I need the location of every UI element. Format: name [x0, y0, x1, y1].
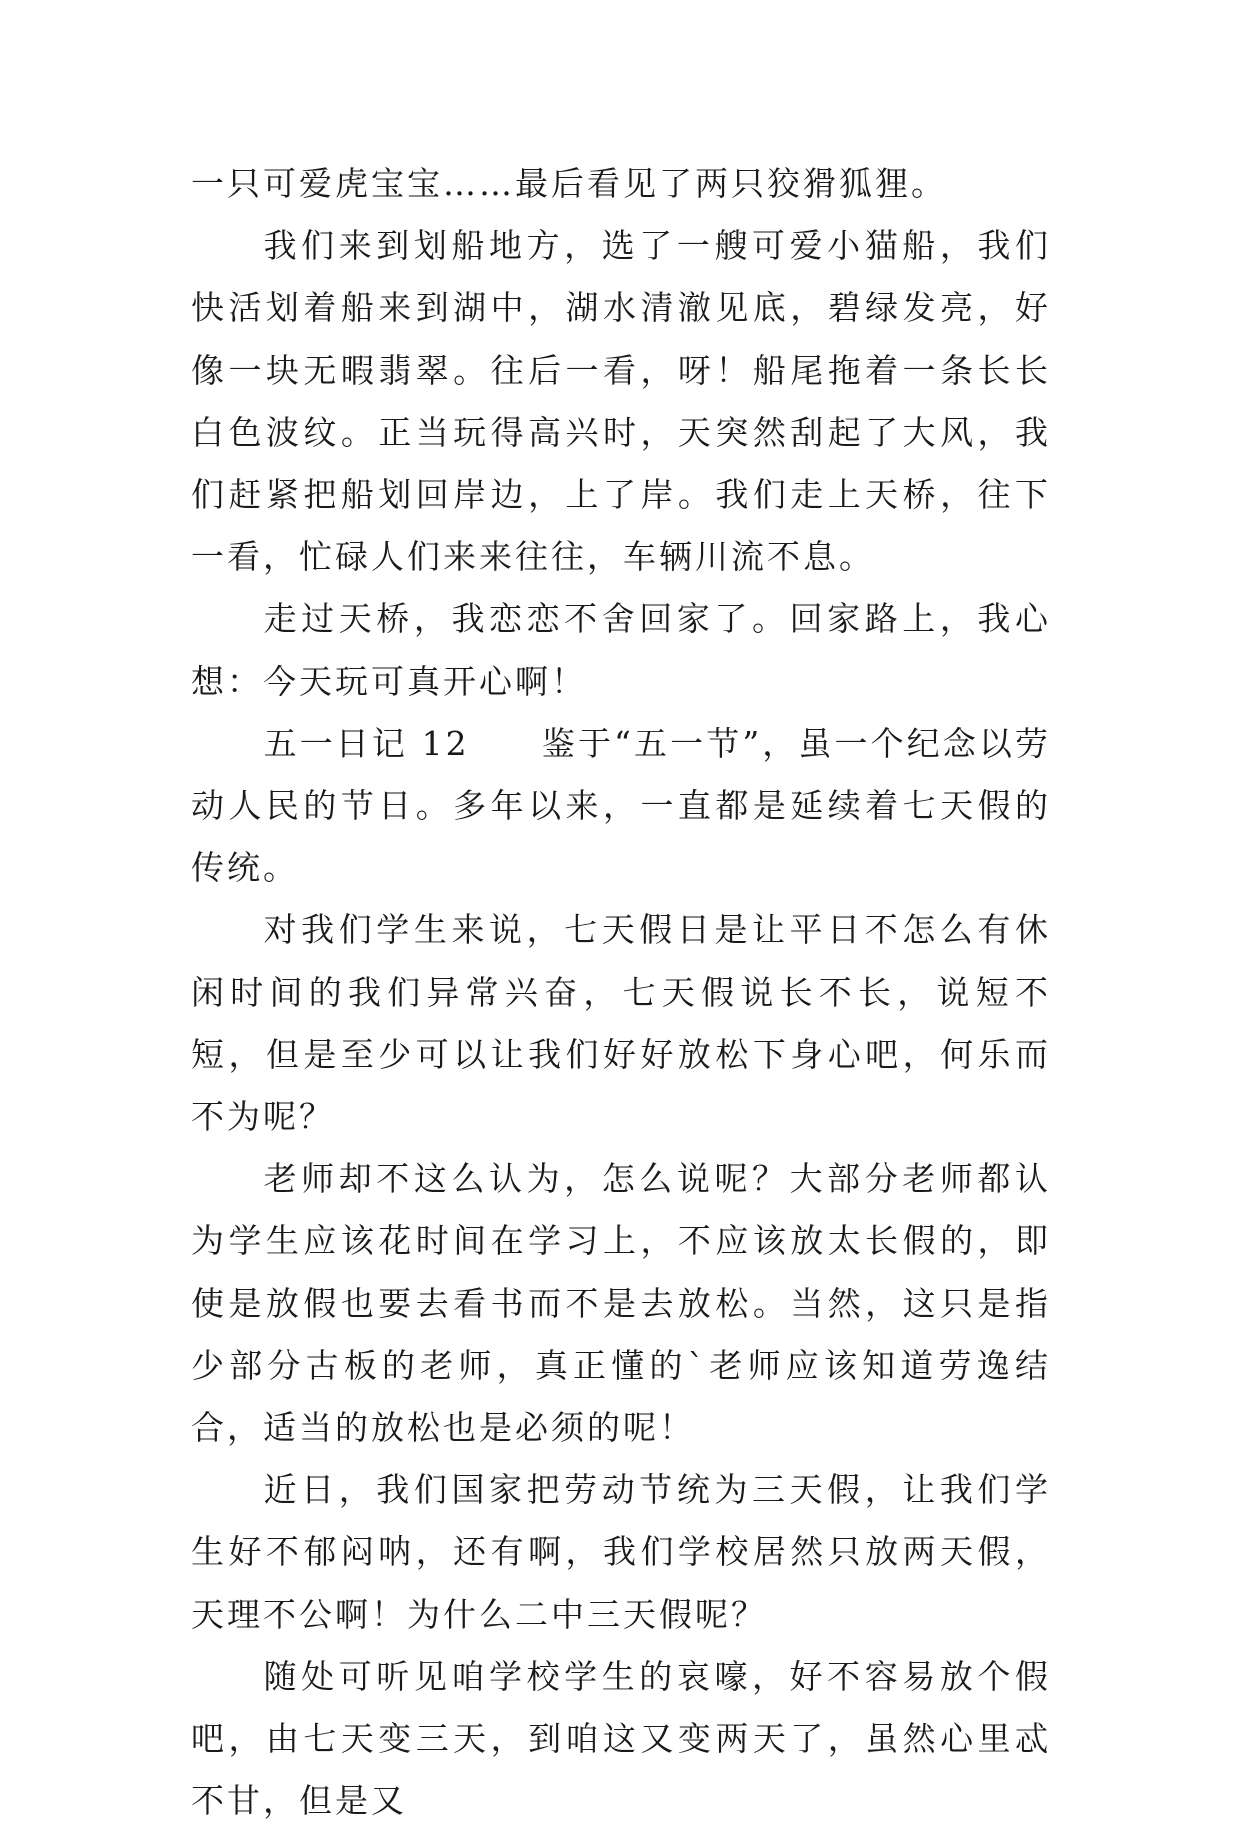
paragraph-8: 随处可听见咱学校学生的哀嚎，好不容易放个假吧，由七天变三天，到咱这又变两天了，虽然心里忒不甘，但是又: [191, 1656, 1051, 1821]
paragraph-3: 走过天桥，我恋恋不舍回家了。回家路上，我心想：今天玩可真开心啊！: [191, 599, 1051, 701]
paragraph-2: 我们来到划船地方，选了一艘可爱小猫船，我们快活划着船来到湖中，湖水清澈见底，碧绿发亮，好像一块无暇翡翠。往后一看，呀！船尾拖着一条长长白色波纹。正当玩得高兴时，天突然刮起了大风，我们赶紧把船划回岸边，上了岸。我们走上天桥，往下一看，忙碌人们来来往往，车辆川流不息。: [191, 226, 1051, 577]
paragraph-5: 对我们学生来说，七天假日是让平日不怎么有休闲时间的我们异常兴奋，七天假说长不长，说短不短，但是至少可以让我们好好放松下身心吧，何乐而不为呢？: [191, 910, 1051, 1137]
document-body: [191, 153, 1051, 1832]
paragraph-1: 一只可爱虎宝宝……最后看见了两只狡猾狐狸。: [191, 164, 947, 203]
paragraph-6: 老师却不这么认为，怎么说呢？大部分老师都认为学生应该花时间在学习上，不应该放太长假的，即使是放假也要去看书而不是去放松。当然，这只是指少部分古板的老师，真正懂的`老师应该知道劳逸结合，适当的放松也是必须的呢！: [191, 1159, 1051, 1448]
paragraph-7: 近日，我们国家把劳动节统为三天假，让我们学生好不郁闷呐，还有啊，我们学校居然只放两天假，天理不公啊！为什么二中三天假呢？: [191, 1470, 1051, 1634]
paragraph-4: 五一日记 12 鉴于“五一节”，虽一个纪念以劳动人民的节日。多年以来，一直都是延续着七天假的传统。: [191, 723, 1051, 888]
